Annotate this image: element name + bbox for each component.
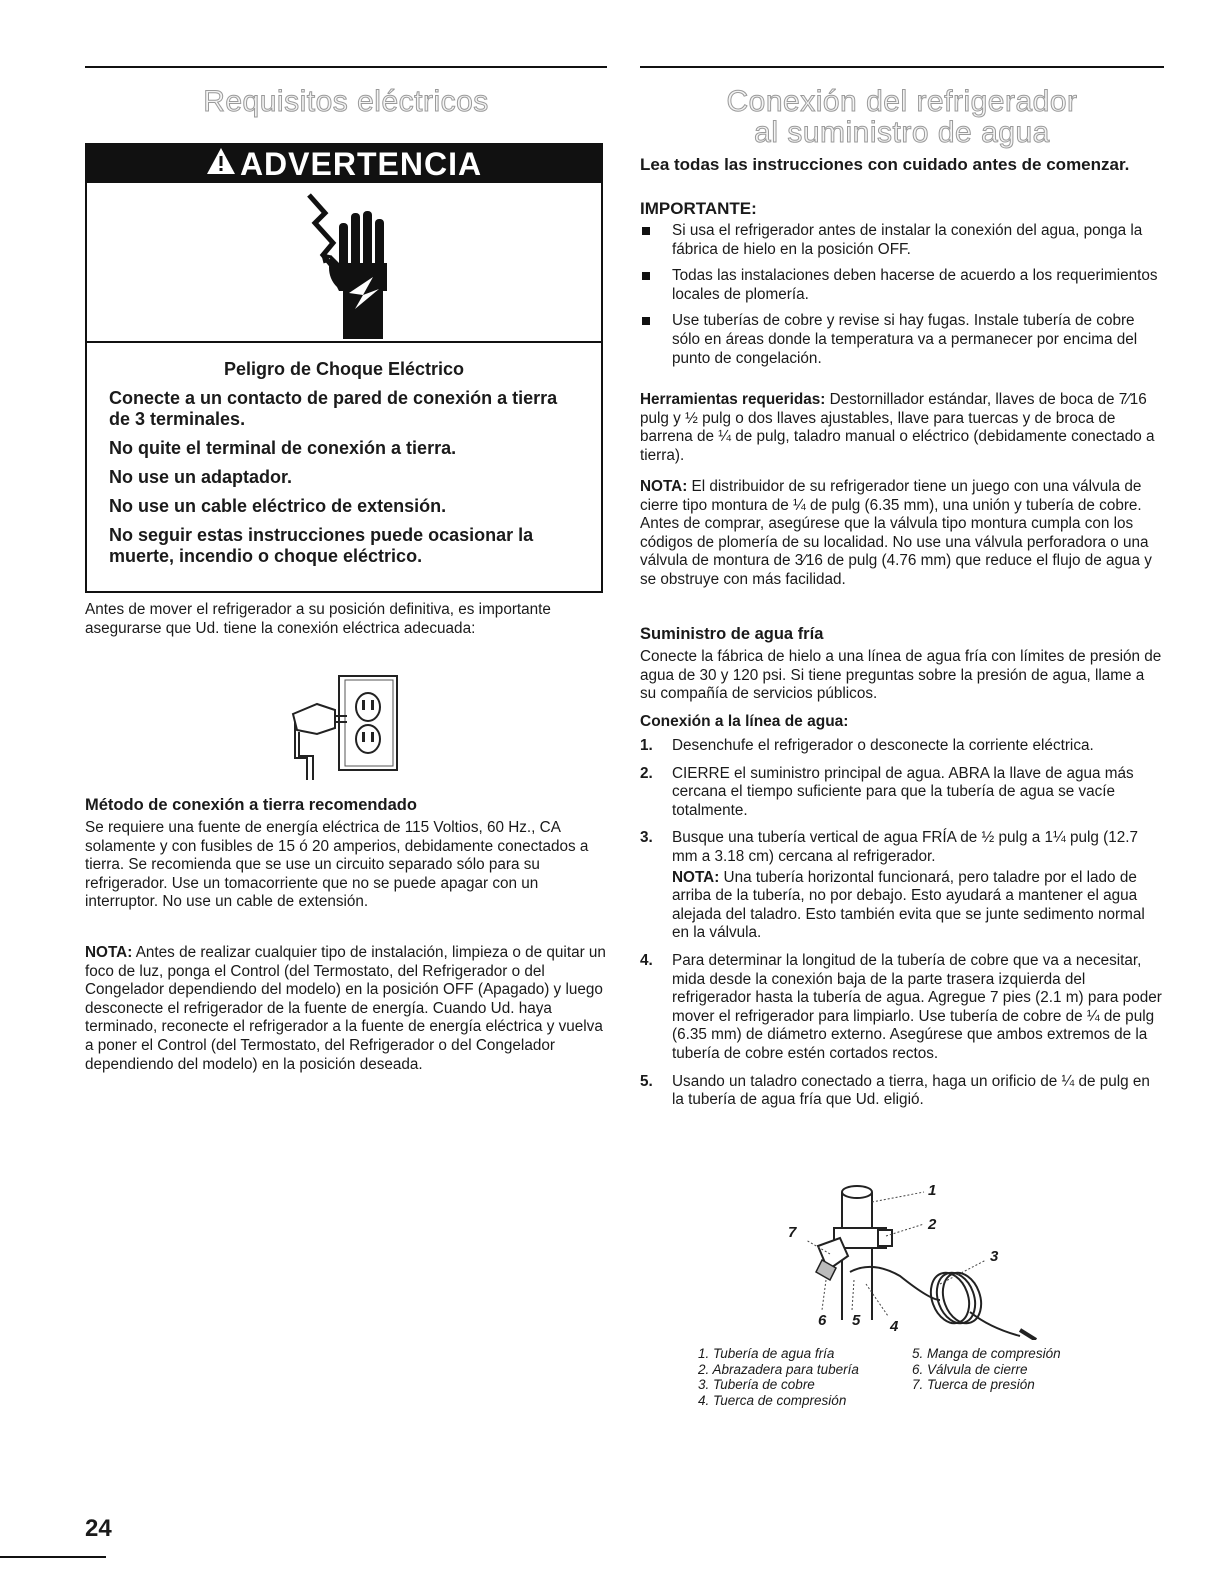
valve-installation-illustration (640, 1180, 1164, 1340)
callout-number: 5 (852, 1312, 861, 1329)
callout-number: 3 (990, 1248, 999, 1265)
step-item: 5. Usando un taladro conectado a tierra, haga un orificio de ¼ de pulg en la tubería de agua fría que Ud. eligió. (640, 1072, 1150, 1109)
page-number: 24 (85, 1515, 112, 1542)
list-item: Todas las instalaciones deben hacerse de acuerdo a los requerimientos locales de plomería. (640, 267, 1164, 304)
section-title-water-line2: al suministro de agua (754, 116, 1050, 149)
bullet-icon (642, 317, 650, 325)
callout-number: 6 (818, 1312, 827, 1329)
method-heading: Método de conexión a tierra recomendado (85, 796, 417, 814)
warning-line: Conecte a un contacto de pared de conexión a tierra de 3 terminales. (109, 388, 558, 429)
important-list (640, 222, 1164, 376)
figure-caption-right: 5. Manga de compresión 6. Válvula de cierre 7. Tuerca de presión (912, 1346, 1061, 1392)
note-paragraph (85, 944, 607, 1074)
shock-hazard-icon (87, 183, 601, 343)
warning-line: No quite el terminal de conexión a tierra. (109, 438, 457, 458)
callout-number: 1 (928, 1182, 937, 1199)
callout-number: 7 (788, 1224, 797, 1241)
nota-label: NOTA: (640, 478, 688, 495)
tools-label: Herramientas requeridas: (640, 391, 826, 408)
step-item: 4. Para determinar la longitud de la tubería de cobre que va a necesitar, mida desde la conexión baja de la parte trasera izquierda del refrigerador hasta la tubería de agua. Agregue 7 pies (2.1 m) para poder mover el refrigerador para limpiarlo. Use tubería de cobre de ¼ de pulg (6.35 mm) de diámetro externo. Asegúrese que ambos extremos de la tubería de cobre estén cortados rectos. (640, 951, 1162, 1062)
grounded-outlet-illustration (85, 670, 607, 782)
note-text: Antes de realizar cualquier tipo de instalación, limpieza o de quitar un foco de luz, ponga el Control (del Termostato, del Refrigerador o del Congelador dependiendo del modelo) en la posición OFF (Apagado) y luego desconecte el refrigerador de la fuente de energía. Cuando Ud. haya terminado, reconecte el refrigerador a la fuente de energía eléctrica y vuelva a poner el Control (del Termostato, del Refrigerador o del Congelador dependiendo del modelo) en la posición deseada. (85, 944, 606, 1073)
method-paragraph: Se requiere una fuente de energía eléctrica de 115 Voltios, 60 Hz., CA solamente y con fusibles de 15 ó 20 amperios, debidamente conectados a tierra. Se recomienda que se use un circuito separado sólo para su refrigerador. Use un tomacorriente que no se puede apagar con un interruptor. No use un cable de extensión. (85, 819, 589, 911)
warning-box (85, 143, 603, 593)
bullet-icon (642, 227, 650, 235)
warning-header (87, 145, 601, 183)
nota-paragraph: NOTA: El distribuidor de su refrigerador tiene un juego con una válvula de cierre tipo montura de ¼ de pulg (6.35 mm), una unión y tubería de cobre. Antes de comprar, asegúrese que la válvula tipo montura cumpla con los códigos de plomería de su localidad. No use una válvula perforadora o una válvula de montura de 3⁄16 de pulg (4.76 mm) que reduce el flujo de agua y se obstruye con más facilidad. (640, 478, 1152, 588)
top-rule (85, 66, 607, 68)
warning-title: ADVERTENCIA (239, 145, 483, 182)
warning-line: No use un cable eléctrico de extensión. (109, 496, 447, 516)
footer-rule (0, 1556, 106, 1558)
tools-paragraph: Herramientas requeridas: Destornillador estándar, llaves de boca de 7⁄16 pulg y ½ pulg o dos llaves ajustables, llave para tuercas y de broca de barrena de ¼ de pulg, taladro manual o eléctrico (debidamente conectado a tierra). (640, 391, 1155, 464)
intro-paragraph: Antes de mover el refrigerador a su posición definitiva, es importante asegurarse que Ud. tiene la conexión eléctrica adecuada: (85, 601, 551, 637)
warning-triangle-icon (206, 146, 236, 183)
warning-line: No seguir estas instrucciones puede ocasionar la muerte, incendio o choque eléctrico. (109, 525, 534, 566)
step-item: 2. CIERRE el suministro principal de agua. ABRA la llave de agua más cercana el tiempo suficiente para que la tubería de agua se vacíe totalmente. (640, 764, 1134, 819)
hazard-title: Peligro de Choque Eléctrico (223, 359, 465, 379)
bullet-icon (642, 272, 650, 280)
section-title-water-line1: Conexión del refrigerador (726, 85, 1078, 118)
figure-caption-left: 1. Tubería de agua fría 2. Abrazadera para tubería 3. Tubería de cobre 4. Tuerca de compresión (698, 1346, 859, 1408)
step-note: NOTA: Una tubería horizontal funcionará, pero taladre por el lado de arriba de la tubería, no por debajo. Esto ayudará a mantener el agua alejada del taladro. Esto también evita que se junte sedimento normal en la válvula. (672, 868, 1145, 942)
list-item: Use tuberías de cobre y revise si hay fugas. Instale tubería de cobre sólo en áreas donde la temperatura va a permanecer por encima del punto de congelación. (640, 312, 1164, 368)
callout-number: 4 (890, 1318, 899, 1335)
warning-line: No use un adaptador. (109, 467, 293, 487)
step-item: 3. Busque una tubería vertical de agua FRÍA de ½ pulg a 1¼ pulg (12.7 mm a 3.18 cm) cercana al refrigerador. NOTA: Una tubería horizontal funcionará, pero taladre por el lado de arriba de la tubería, no por debajo. Esto ayudará a mantener el agua alejada del taladro. Esto también evita que se junte sedimento normal en la válvula. (640, 829, 1164, 943)
list-item: Si usa el refrigerador antes de instalar la conexión del agua, ponga la fábrica de hielo en la posición OFF. (640, 222, 1164, 259)
note-label: NOTA: (85, 944, 133, 961)
cold-water-paragraph: Conecte la fábrica de hielo a una línea de agua fría con límites de presión de agua de 30 y 120 psi. Si tiene preguntas sobre la presión de agua, llame a su compañía de servicios públicos. (640, 648, 1162, 703)
lead-instruction: Lea todas las instrucciones con cuidado antes de comenzar. (640, 155, 1130, 174)
section-title-electrical: Requisitos eléctricos (203, 85, 489, 118)
steps-list (640, 737, 1164, 1119)
water-line-heading: Conexión a la línea de agua: (640, 713, 849, 730)
important-label: IMPORTANTE: (640, 199, 757, 218)
cold-water-heading: Suministro de agua fría (640, 625, 824, 643)
top-rule (640, 66, 1164, 68)
callout-number: 2 (928, 1216, 937, 1233)
step-item: 1. Desenchufe el refrigerador o desconecte la corriente eléctrica. (640, 737, 1094, 754)
